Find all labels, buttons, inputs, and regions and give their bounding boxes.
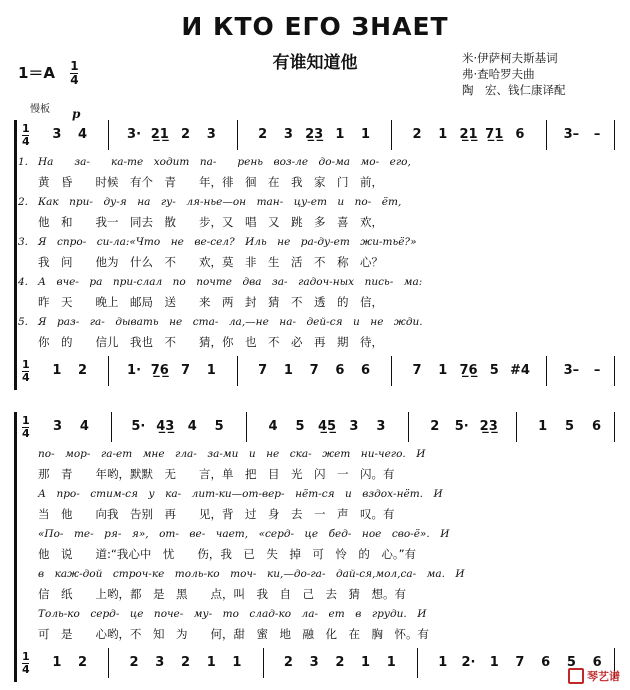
note: 2 [78,655,88,670]
key-signature [18,60,79,87]
time-signature-bottom: 4 [22,371,30,384]
credit-lyricist: 米·伊萨柯夫斯基词 [462,51,558,65]
lyric-line-chinese [14,254,618,271]
lyric-line-russian [14,606,618,623]
note: 3 [309,655,319,670]
note: 1 [361,655,371,670]
barline [108,356,109,386]
lyric-line-russian [14,526,618,543]
lyric-text: Как при- ду-я на гу- ля-нье—он тан- цу-ет и по- ёт, [38,196,402,208]
song-title-russian: И КТО ЕГО ЗНАЕТ [181,12,449,41]
note: – [593,127,601,142]
barline [237,356,238,386]
barline [237,120,238,150]
lyric-text: 他 说 道:“我心中 忧 伤，我 已 失 掉 可 怜 的 心。”有 [38,547,417,561]
note: 1 [489,655,499,670]
lyric-text: Я спро- си-ла:«Что не ве-сел? Иль не ра-ду-ет жи-тьё?» [38,236,417,248]
note: 3– [563,363,580,378]
note: 2̲3̲ [305,127,324,142]
note: 3· [127,127,142,142]
lyric-line-chinese [14,586,618,603]
lyric-line-chinese [14,174,618,191]
lyric-line-russian [14,234,618,251]
time-signature [22,123,30,148]
note: 5 [295,419,305,434]
note: 7 [180,363,190,378]
note: 5 [214,419,224,434]
note: 7 [412,363,422,378]
note: 1 [335,127,345,142]
lyric-text: по- мор- га-ет мне гла- за-ми и не ска- жет ни-чего. И [38,448,426,460]
note: 1 [52,363,62,378]
site-logo [568,668,620,684]
note: 2 [283,655,293,670]
note: 2 [412,127,422,142]
lyric-line-chinese [14,466,618,483]
verse-number: 1. [18,156,29,168]
lyric-text: Толь-ко серд- це поче- му- то слад-ко ла- ет в груди. И [38,608,427,620]
lyric-line-russian [14,486,618,503]
time-signature [22,415,30,440]
note: 3 [206,127,216,142]
time-signature [70,60,78,87]
barline [614,120,615,150]
note: 6 [361,363,371,378]
barline [391,356,392,386]
note: 1 [438,127,448,142]
note: 4̲3̲ [156,419,175,434]
note: 3 [376,419,386,434]
note: 3 [52,419,62,434]
lyric-text: А вче- ра при-слал по почте два за- гадоч-ных пись- ма: [38,276,423,288]
lyric-text: 我 问 他为 什么 不 欢，莫 非 生 活 不 称 心？ [38,255,383,269]
note: 6 [335,363,345,378]
lyric-text: 那 青 年哟，默默 无 言，单 把 目 光 闪 一 闪。有 [38,467,395,481]
note: 1 [438,363,448,378]
time-signature [22,359,30,384]
note: 7 [258,363,268,378]
note: 1 [232,655,242,670]
lyric-text: 他 和 我一 同去 散 步，又 唱 又 跳 多 喜 欢， [38,215,383,229]
lyric-line-chinese [14,334,618,351]
lyric-text: 当 他 向我 告别 再 见，背 过 身 去 一 声 叹。有 [38,507,395,521]
barline [614,412,615,442]
lyric-line-chinese [14,506,618,523]
credits [462,50,566,98]
note: 2 [180,127,190,142]
note: 6 [541,655,551,670]
barline [614,356,615,386]
note: 6 [591,419,602,434]
note: 1 [361,127,371,142]
note: 1· [127,363,142,378]
tempo-marking: 慢板 [30,104,50,115]
time-signature-bottom: 4 [22,663,30,676]
lyric-text: 信 纸 上哟，都 是 黑 点，叫 我 自 己 去 猜 想。有 [38,587,406,601]
note: 1 [538,419,548,434]
lyric-text: На за- ка-те ходит па- рень воз-ле до-ма мо- его, [38,156,411,168]
barline [391,120,392,150]
lyric-line-russian [14,446,618,463]
lyric-line-chinese [14,214,618,231]
note: 5 [565,419,575,434]
note: 2̲3̲ [479,419,498,434]
note: 6 [592,655,602,670]
note: 5 [489,363,499,378]
note: 7 [515,655,525,670]
credit-translator: 陶 宏、钱仁康译配 [462,83,566,97]
barline [263,648,264,678]
note: 5· [454,419,469,434]
note: 1 [438,655,448,670]
note: 2 [335,655,345,670]
lyric-line-chinese [14,626,618,643]
note: 2 [430,419,440,434]
lyric-line-russian [14,566,618,583]
barline [546,120,547,150]
note: 7̲6̲ [459,363,478,378]
music-system-2 [14,412,618,682]
watermark-text: 琴艺谱 [587,670,620,683]
time-signature-top: 1 [22,358,30,371]
barline [417,648,418,678]
note: 5 [566,655,576,670]
note: 2̲1̲ [459,127,478,142]
barline [111,412,112,442]
note: 7̲6̲ [150,363,169,378]
credit-composer: 弗·查哈罗夫曲 [462,67,535,81]
note: 2 [180,655,190,670]
verse-number: 2. [18,196,29,208]
note: 4̲5̲ [317,419,337,434]
melody-line [14,120,618,150]
note: 4 [268,419,278,434]
time-signature-bottom: 4 [70,73,79,87]
verse-number: 3. [18,236,29,248]
music-system-1 [14,120,618,390]
verse-number: 5. [18,316,29,328]
lyric-line-chinese [14,546,618,563]
lyric-line-russian [14,274,618,291]
note: 2 [258,127,268,142]
lyric-line-russian [14,194,618,211]
note: #4 [509,363,530,378]
harmony-line [14,356,618,386]
time-signature [22,651,30,676]
lyric-text: «По- те- ря- я», от- ве- чает, «серд- це бед- ное сво-ё». И [38,528,450,540]
note: 1 [283,363,293,378]
lyric-text: А про- стим-ся у ка- лит-ки—от-вер- нёт-ся и вздох-нёт. И [38,488,443,500]
key-signature-text: 1＝A [18,64,56,82]
lyric-text: 你 的 信儿 我也 不 猜，你 也 不 必 再 期 待， [38,335,383,349]
note: 3 [52,127,62,142]
lyric-text: 昨 天 晚上 邮局 送 来 两 封 猜 不 透 的 信， [38,295,383,309]
note: 2· [461,655,476,670]
lyric-text: Я раз- га- дывать не ста- ла,—не на- дей-ся и не жди. [38,316,423,328]
time-signature-top: 1 [70,59,79,73]
note: – [593,363,601,378]
note: 1 [206,363,216,378]
note: 3 [283,127,293,142]
note: 5· [131,419,146,434]
barline [246,412,247,442]
lyric-text: 可 是 心哟，不 知 为 何，甜 蜜 地 融 化 在 胸 怀。有 [38,627,429,641]
note: 7̲1̲ [485,127,504,142]
lyric-line-russian [14,314,618,331]
note: 7 [309,363,319,378]
time-signature-top: 1 [22,414,30,427]
logo-mark-icon [568,668,584,684]
note: 4 [79,419,89,434]
song-title-chinese: 有谁知道他 [272,53,358,73]
note: 4 [187,419,197,434]
verse-number: 4. [18,276,29,288]
note: 2 [129,655,139,670]
lyric-text: в каж-дой строч-ке толь-ко точ- ки,—до-гa- дай-ся,мол,са- ма. И [38,568,465,580]
dynamic-marking: p [72,107,81,121]
note: 2 [78,363,88,378]
note: 1 [52,655,62,670]
note: 3 [349,419,359,434]
harmony-line [14,648,618,678]
time-signature-bottom: 4 [22,135,30,148]
lyric-text: 黄 昏 时候 有个 青 年，徘 徊 在 我 家 门 前， [38,175,383,189]
barline [108,648,109,678]
note: 1 [206,655,216,670]
lyric-line-russian [14,154,618,171]
time-signature-top: 1 [22,122,30,135]
barline [108,120,109,150]
barline [546,356,547,386]
note: 6 [515,127,525,142]
note: 3 [155,655,165,670]
barline [516,412,517,442]
time-signature-bottom: 4 [22,427,30,440]
note: 4 [78,127,88,142]
lyric-line-chinese [14,294,618,311]
time-signature-top: 1 [22,650,30,663]
barline [408,412,409,442]
note: 1 [386,655,396,670]
note: 3– [563,127,580,142]
note: 2̲1̲ [150,127,169,142]
melody-line [14,412,618,442]
